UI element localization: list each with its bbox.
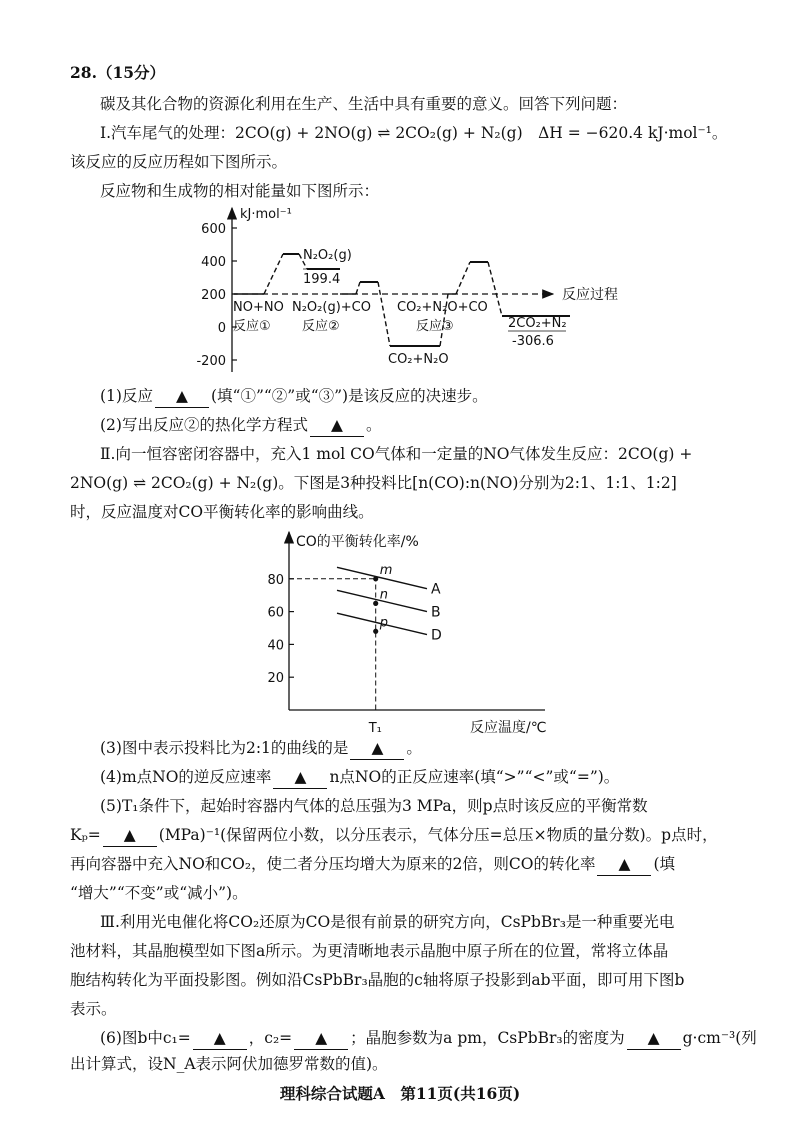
q5-blank2[interactable]: ▲ [597, 853, 651, 876]
energy-y-tick-label: 200 [201, 288, 226, 303]
point-m [373, 576, 378, 581]
label-step3: 反应③ [416, 319, 454, 334]
label-step1: 反应① [233, 319, 271, 334]
label-co2-n2o-co: CO₂+N₂O+CO [397, 300, 488, 315]
part2-line3: 时，反应温度对CO平衡转化率的影响曲线。 [70, 503, 374, 521]
q6-text-b: ，c₂= [248, 1029, 293, 1047]
chart-y-tick-label: 60 [267, 605, 284, 621]
q5-kp: Kₚ= [70, 826, 101, 844]
q6-blank1[interactable]: ▲ [193, 1027, 247, 1050]
q4-text-b: n点NO的正反应速率(填“>”“<”或“=”)。 [329, 768, 620, 786]
part1-reaction: Ⅰ.汽车尾气的处理：2CO(g) + 2NO(g) ⇌ 2CO₂(g) + N₂(g) ΔH = −620.4 kJ·mol⁻¹。 [100, 124, 728, 142]
chart-y-tick-label: 40 [267, 638, 284, 654]
q5-text-c: 再向容器中充入NO和CO₂，使二者分压均增大为原来的2倍，则CO的转化率 [70, 855, 596, 873]
q6-line2: 出计算式，设N_A表示阿伏加德罗常数的值)。 [70, 1055, 388, 1073]
q4-blank[interactable]: ▲ [273, 766, 327, 789]
point-p [373, 629, 378, 634]
energy-y-tick-label: 400 [201, 255, 226, 270]
q6-text-a: (6)图b中c₁= [100, 1029, 191, 1047]
intro-text: 碳及其化合物的资源化利用在生产、生活中具有重要的意义。回答下列问题： [100, 95, 628, 113]
point-label-p: p [379, 615, 388, 631]
part1-caption: 该反应的反应历程如下图所示。 [70, 153, 288, 171]
series-label-A: A [431, 581, 441, 598]
energy-y-tick-label: 600 [201, 222, 226, 237]
q2-text-b: 。 [365, 416, 382, 434]
series-label-B: B [431, 604, 441, 621]
q5-blank1[interactable]: ▲ [103, 824, 157, 847]
energy-caption: 反应物和生成物的相对能量如下图所示： [100, 182, 380, 200]
energy-y-unit: kJ·mol⁻¹ [240, 207, 292, 222]
chart-x-tick-t1: T₁ [368, 721, 382, 736]
point-label-m: m [379, 562, 393, 578]
q3-line [0, 737, 800, 760]
q6-line1 [0, 1027, 800, 1050]
label-step2: 反应② [302, 319, 340, 334]
q4-text-a: (4)m点NO的逆反应速率 [100, 768, 272, 786]
energy-y-tick-label: 0 [217, 321, 226, 336]
q5-text-b: (MPa)⁻¹(保留两位小数，以分压表示，气体分压=总压×物质的量分数)。p点时， [158, 826, 718, 844]
part3-line1: Ⅲ.利用光电催化将CO₂还原为CO是很有前景的研究方向，CsPbBr₃是一种重要光电 [100, 913, 675, 931]
point-n [373, 601, 378, 606]
series-label-D: D [431, 627, 442, 644]
part2-line2: 2NO(g) ⇌ 2CO₂(g) + N₂(g)。下图是3种投料比[n(CO):n(NO)分别为2:1、1:1、1:2] [70, 474, 677, 492]
part2-line1: Ⅱ.向一恒容密闭容器中，充入1 mol CO气体和一定量的NO气体发生反应：2CO(g) + [100, 445, 693, 463]
part3-line4: 表示。 [70, 1000, 117, 1018]
value-199-4: 199.4 [303, 272, 341, 287]
label-n2o2: N₂O₂(g) [303, 248, 352, 263]
chart-y-tick-label: 20 [267, 671, 284, 687]
chart-y-label: CO的平衡转化率/% [296, 534, 419, 550]
q5-text-d: (填 [653, 855, 676, 873]
energy-y-tick-label: -200 [196, 354, 226, 369]
q5-line1: (5)T₁条件下，起始时容器内气体的总压强为3 MPa，则p点时该反应的平衡常数 [100, 797, 648, 815]
page-footer: 理科综合试题A 第11页(共16页) [279, 1084, 521, 1103]
point-label-n: n [379, 587, 388, 603]
q5-line4: “增大”“不变”或“减小”)。 [70, 884, 248, 902]
part3-line2: 池材料，其晶胞模型如下图a所示。为更清晰地表示晶胞中原子所在的位置，常将立体晶 [70, 942, 669, 960]
part3-line3: 胞结构转化为平面投影图。例如沿CsPbBr₃晶胞的c轴将原子投影到ab平面，即可用下图b [70, 971, 685, 989]
q3-blank[interactable]: ▲ [350, 737, 404, 760]
q1-blank[interactable]: ▲ [155, 385, 209, 408]
q4-line [0, 766, 800, 789]
q3-text-b: 。 [406, 739, 422, 757]
q1-text-b: (填“①”“②”或“③”)是该反应的决速步。 [210, 387, 488, 405]
q3-text-a: (3)图中表示投料比为2:1的曲线的是 [100, 739, 349, 757]
q6-text-c: ；晶胞参数为a pm，CsPbBr₃的密度为 [350, 1029, 625, 1047]
q2-text-a: (2)写出反应②的热化学方程式 [100, 416, 308, 434]
label-n2o2-co: N₂O₂(g)+CO [292, 300, 371, 315]
question-number: 28.（15分） [70, 63, 166, 82]
q6-text-d: g·cm⁻³(列 [682, 1029, 757, 1047]
label-co2-n2o: CO₂+N₂O [388, 352, 449, 367]
value-minus-306-6: -306.6 [512, 334, 554, 349]
q5-line2 [0, 824, 800, 847]
q2-blank[interactable]: ▲ [310, 414, 364, 437]
label-no-no: NO+NO [233, 300, 284, 315]
energy-x-label: 反应过程 [562, 287, 618, 303]
q6-blank2[interactable]: ▲ [294, 1027, 348, 1050]
chart-y-tick-label: 80 [267, 572, 284, 588]
q1-text-a: (1)反应 [100, 387, 153, 405]
q6-blank3[interactable]: ▲ [627, 1027, 681, 1050]
label-2co2-n2: 2CO₂+N₂ [508, 316, 567, 331]
chart-x-label: 反应温度/℃ [470, 720, 547, 736]
q5-line3 [0, 853, 800, 876]
